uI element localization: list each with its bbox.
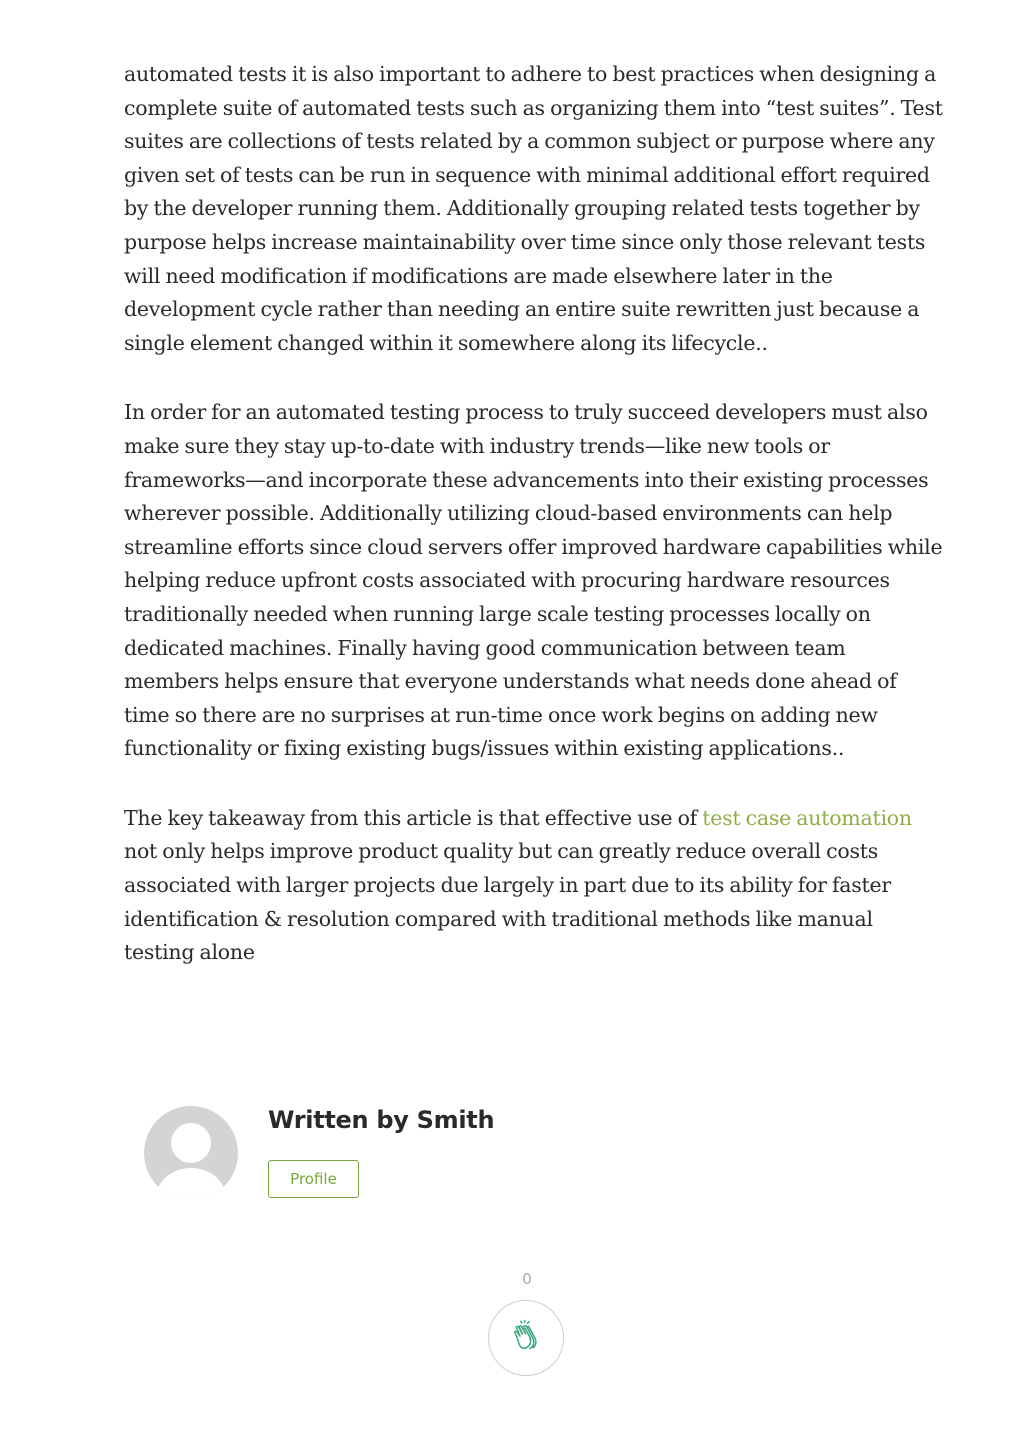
profile-button[interactable]: Profile [268,1160,359,1198]
author-name: Written by Smith [268,1106,495,1134]
avatar [144,1106,238,1200]
paragraph-key-takeaway [124,802,944,970]
avatar-shoulders [156,1168,226,1200]
test-case-automation-link[interactable]: test case automation [702,805,912,830]
takeaway-text-start: The key takeaway from this article is that effective use of [124,805,703,830]
avatar-head [171,1123,211,1163]
clap-button[interactable] [488,1300,564,1376]
clap-hands-icon [508,1318,544,1358]
paragraph-test-suites: automated tests it is also important to adhere to best practices when designing a complete suite of automated tests such as organizing them into “test suites”. Test suites are collections of tests related by a common subject or purpose where any given set of tests can be run in sequence with minimal additional effort required by the developer running them. Additionally grouping related tests together by purpose helps increase maintainability over time since only those relevant tests will need modification if modifications are made elsewhere later in the development cycle rather than needing an entire suite rewritten just because a single element changed within it somewhere along its lifecycle.. [124,62,943,355]
takeaway-text-end: not only helps improve product quality but can greatly reduce overall costs associated with larger projects due largely in part due to its ability for faster identification & resolution compared with traditional methods like manual testing alone [124,839,891,965]
paragraph-industry-trends: In order for an automated testing process to truly succeed developers must also make sure they stay up-to-date with industry trends—like new tools or frameworks—and incorporate these advancements into their existing processes wherever possible. Additionally utilizing cloud-based environments can help streamline efforts since cloud servers offer improved hardware capabilities while helping reduce upfront costs associated with procuring hardware resources traditionally needed when running large scale testing processes locally on dedicated machines. Finally having good communication between team members helps ensure that everyone understands what needs done ahead of time so there are no surprises at run-time once work begins on adding new functionality or fixing existing bugs/issues within existing applications.. [124,400,943,761]
author-box [144,1106,844,1206]
clap-count: 0 [522,1270,532,1288]
article-body [124,58,944,1006]
